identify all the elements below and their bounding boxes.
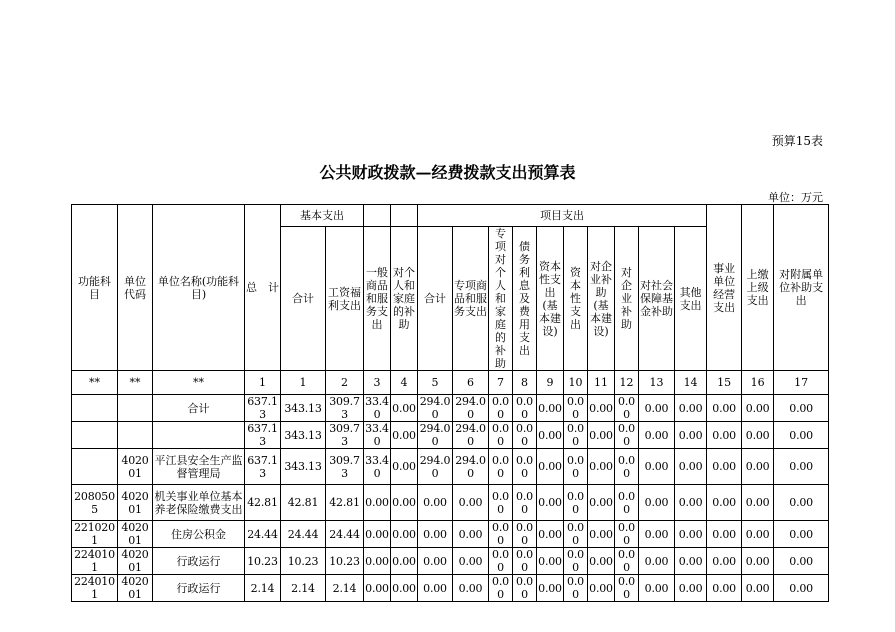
cell-project-total: 0.00 [418,485,453,521]
cell-debt: 0.00 [513,521,537,548]
cell-unit-code: 402001 [118,485,153,521]
cell-basic-total: 10.23 [281,548,326,575]
cell-special-goods: 294.00 [453,395,489,422]
cell-enterprise: 0.00 [615,422,639,449]
index-cell: 11 [588,371,615,395]
cell-capital: 0.00 [564,575,588,602]
cell-unit-name: 平江县安全生产监督管理局 [153,449,245,485]
cell-capital: 0.00 [564,548,588,575]
cell-unit-name: 机关事业单位基本养老保险缴费支出 [153,485,245,521]
cell-func-code: 2240101 [72,575,118,602]
cell-project-total: 0.00 [418,548,453,575]
cell-func-code [72,449,118,485]
header-debt-interest: 债务利息及费用支出 [513,227,537,371]
header-enterprise-subsidy-construction: 对企业补助(基本建设) [588,227,615,371]
header-business-unit: 事业单位经营支出 [707,205,742,371]
cell-social-security: 0.00 [639,449,675,485]
cell-other: 0.00 [675,449,707,485]
cell-func-code [72,422,118,449]
cell-subordinate: 0.00 [774,548,829,575]
cell-special-goods: 0.00 [453,485,489,521]
cell-project-total: 294.00 [418,422,453,449]
header-capital-construction: 资本性支出(基本建设) [537,227,564,371]
cell-enterprise: 0.00 [615,575,639,602]
cell-business-unit: 0.00 [707,485,742,521]
index-cell: 9 [537,371,564,395]
cell-basic-total: 343.13 [281,422,326,449]
index-cell: ** [153,371,245,395]
cell-func-code: 2210201 [72,521,118,548]
cell-enterprise: 0.00 [615,449,639,485]
cell-basic-total: 24.44 [281,521,326,548]
header-individual-subsidy: 对个人和家庭的补助 [391,227,418,371]
table-row [72,575,829,602]
cell-business-unit: 0.00 [707,521,742,548]
cell-total: 637.13 [245,449,281,485]
header-blank-1 [364,205,391,227]
header-total: 总 计 [245,205,281,371]
cell-special-individual: 0.00 [489,485,513,521]
cell-goods: 33.40 [364,449,391,485]
cell-special-goods: 294.00 [453,449,489,485]
cell-special-individual: 0.00 [489,395,513,422]
cell-project-total: 294.00 [418,449,453,485]
cell-enterprise-construction: 0.00 [588,449,615,485]
cell-subordinate: 0.00 [774,449,829,485]
header-basic-expense: 基本支出 [281,205,364,227]
index-cell: 5 [418,371,453,395]
cell-basic-total: 343.13 [281,449,326,485]
cell-total: 2.14 [245,575,281,602]
cell-unit-code: 402001 [118,548,153,575]
cell-special-goods: 294.00 [453,422,489,449]
cell-unit-name: 合计 [153,395,245,422]
cell-capital: 0.00 [564,521,588,548]
cell-debt: 0.00 [513,395,537,422]
cell-subordinate: 0.00 [774,521,829,548]
table-row [72,521,829,548]
header-special-individual: 专项对个人和家庭的补助 [489,227,513,371]
table-row [72,449,829,485]
header-func-subject: 功能科目 [72,205,118,371]
header-goods-services: 一般商品和服务支出 [364,227,391,371]
cell-business-unit: 0.00 [707,548,742,575]
cell-enterprise: 0.00 [615,521,639,548]
cell-capital-construction: 0.00 [537,521,564,548]
cell-capital: 0.00 [564,485,588,521]
header-unit-code: 单位代码 [118,205,153,371]
cell-turn-over: 0.00 [742,485,774,521]
budget-table [71,204,829,602]
cell-individual: 0.00 [391,395,418,422]
cell-unit-name: 住房公积金 [153,521,245,548]
cell-wages: 2.14 [326,575,364,602]
header-blank-2 [391,205,418,227]
cell-capital-construction: 0.00 [537,449,564,485]
index-cell: 12 [615,371,639,395]
index-cell: 1 [245,371,281,395]
cell-special-goods: 0.00 [453,521,489,548]
table-row [72,548,829,575]
cell-special-individual: 0.00 [489,449,513,485]
cell-unit-name [153,422,245,449]
index-cell: 7 [489,371,513,395]
index-cell: 2 [326,371,364,395]
cell-social-security: 0.00 [639,395,675,422]
cell-capital-construction: 0.00 [537,548,564,575]
cell-individual: 0.00 [391,422,418,449]
cell-goods: 0.00 [364,521,391,548]
cell-other: 0.00 [675,521,707,548]
table-row [72,395,829,422]
cell-capital: 0.00 [564,449,588,485]
cell-capital: 0.00 [564,395,588,422]
cell-basic-total: 2.14 [281,575,326,602]
cell-goods: 0.00 [364,485,391,521]
cell-debt: 0.00 [513,575,537,602]
cell-enterprise: 0.00 [615,485,639,521]
cell-turn-over: 0.00 [742,422,774,449]
header-project-total: 合计 [418,227,453,371]
cell-other: 0.00 [675,485,707,521]
cell-enterprise-construction: 0.00 [588,485,615,521]
cell-enterprise-construction: 0.00 [588,521,615,548]
cell-total: 637.13 [245,422,281,449]
index-cell: 1 [281,371,326,395]
cell-func-code: 2240101 [72,548,118,575]
header-wages: 工资福利支出 [326,227,364,371]
cell-func-code: 2080505 [72,485,118,521]
header-other: 其他支出 [675,227,707,371]
cell-enterprise: 0.00 [615,548,639,575]
header-row-1 [72,205,829,227]
cell-goods: 33.40 [365,395,389,421]
index-row [72,371,829,395]
header-special-goods: 专项商品和服务支出 [453,227,489,371]
cell-unit-code: 402001 [118,449,153,485]
index-cell: 17 [774,371,829,395]
cell-unit-code: 402001 [118,521,153,548]
header-enterprise-subsidy: 对企业补助 [615,227,639,371]
cell-goods: 33.40 [365,422,389,448]
cell-wages: 309.73 [326,449,364,485]
cell-enterprise-construction: 0.00 [588,395,615,422]
index-cell: 8 [513,371,537,395]
cell-other: 0.00 [675,422,707,449]
index-cell: 4 [391,371,418,395]
cell-subordinate: 0.00 [774,485,829,521]
cell-special-individual: 0.00 [489,422,513,449]
index-cell: 16 [742,371,774,395]
cell-project-total: 294.00 [418,395,453,422]
header-subordinate-subsidy: 对附属单位补助支出 [774,205,829,371]
cell-wages: 24.44 [326,521,364,548]
cell-individual: 0.00 [391,575,418,602]
index-cell: 14 [675,371,707,395]
cell-individual: 0.00 [391,485,418,521]
cell-debt: 0.00 [513,449,537,485]
cell-enterprise: 0.00 [615,395,639,422]
cell-turn-over: 0.00 [742,548,774,575]
cell-total: 42.81 [245,485,281,521]
page-title: 公共财政拨款—经费拨款支出预算表 [319,163,576,182]
cell-unit-code: 402001 [118,575,153,602]
cell-func-code [72,395,118,422]
cell-total: 637.13 [245,395,281,422]
index-cell: 10 [564,371,588,395]
cell-capital: 0.00 [564,422,588,449]
cell-social-security: 0.00 [639,485,675,521]
cell-wages: 309.73 [326,422,364,449]
index-cell: ** [118,371,153,395]
cell-capital-construction: 0.00 [537,422,564,449]
cell-total: 10.23 [245,548,281,575]
header-social-security-fund: 对社会保障基金补助 [639,227,675,371]
cell-other: 0.00 [675,395,707,422]
cell-special-individual: 0.00 [489,575,513,602]
cell-turn-over: 0.00 [742,449,774,485]
index-cell: ** [72,371,118,395]
cell-business-unit: 0.00 [707,422,742,449]
cell-enterprise-construction: 0.00 [588,575,615,602]
cell-subordinate: 0.00 [774,575,829,602]
document-label: 预算15表 [771,134,823,148]
cell-special-goods: 0.00 [453,548,489,575]
table-row [72,422,829,449]
cell-subordinate: 0.00 [774,422,829,449]
header-unit-name: 单位名称(功能科目) [153,205,245,371]
cell-enterprise-construction: 0.00 [588,548,615,575]
cell-goods: 0.00 [364,548,391,575]
cell-debt: 0.00 [513,548,537,575]
cell-debt: 0.00 [513,485,537,521]
index-cell: 6 [453,371,489,395]
cell-wages: 42.81 [326,485,364,521]
cell-project-total: 0.00 [418,521,453,548]
cell-project-total: 0.00 [418,575,453,602]
cell-unit-name: 行政运行 [153,548,245,575]
cell-business-unit: 0.00 [707,575,742,602]
cell-social-security: 0.00 [639,548,675,575]
index-cell: 13 [639,371,675,395]
cell-wages: 10.23 [326,548,364,575]
cell-unit-name: 行政运行 [153,575,245,602]
cell-unit-code [118,395,153,422]
cell-individual: 0.00 [391,521,418,548]
index-cell: 3 [364,371,391,395]
index-cell: 15 [707,371,742,395]
cell-other: 0.00 [675,575,707,602]
cell-special-individual: 0.00 [489,521,513,548]
header-turn-over: 上缴上级支出 [742,205,774,371]
cell-social-security: 0.00 [639,521,675,548]
cell-capital-construction: 0.00 [537,395,564,422]
cell-turn-over: 0.00 [742,575,774,602]
cell-total: 24.44 [245,521,281,548]
cell-unit-code [118,422,153,449]
cell-business-unit: 0.00 [707,395,742,422]
cell-other: 0.00 [675,548,707,575]
cell-wages: 309.73 [326,395,364,422]
cell-basic-total: 42.81 [281,485,326,521]
cell-turn-over: 0.00 [742,395,774,422]
cell-individual: 0.00 [391,548,418,575]
cell-special-goods: 0.00 [453,575,489,602]
cell-special-individual: 0.00 [489,548,513,575]
cell-business-unit: 0.00 [707,449,742,485]
cell-subordinate: 0.00 [774,395,829,422]
cell-capital-construction: 0.00 [537,485,564,521]
cell-social-security: 0.00 [639,422,675,449]
cell-debt: 0.00 [513,422,537,449]
cell-individual: 0.00 [391,449,418,485]
header-project-expense: 项目支出 [418,205,707,227]
cell-basic-total: 343.13 [281,395,326,422]
cell-goods: 0.00 [364,575,391,602]
cell-enterprise-construction: 0.00 [588,422,615,449]
unit-label: 单位：万元 [768,191,823,204]
cell-turn-over: 0.00 [742,521,774,548]
cell-social-security: 0.00 [639,575,675,602]
header-basic-total: 合计 [281,227,326,371]
header-capital: 资本性支出 [564,227,588,371]
table-row [72,485,829,521]
cell-capital-construction: 0.00 [537,575,564,602]
